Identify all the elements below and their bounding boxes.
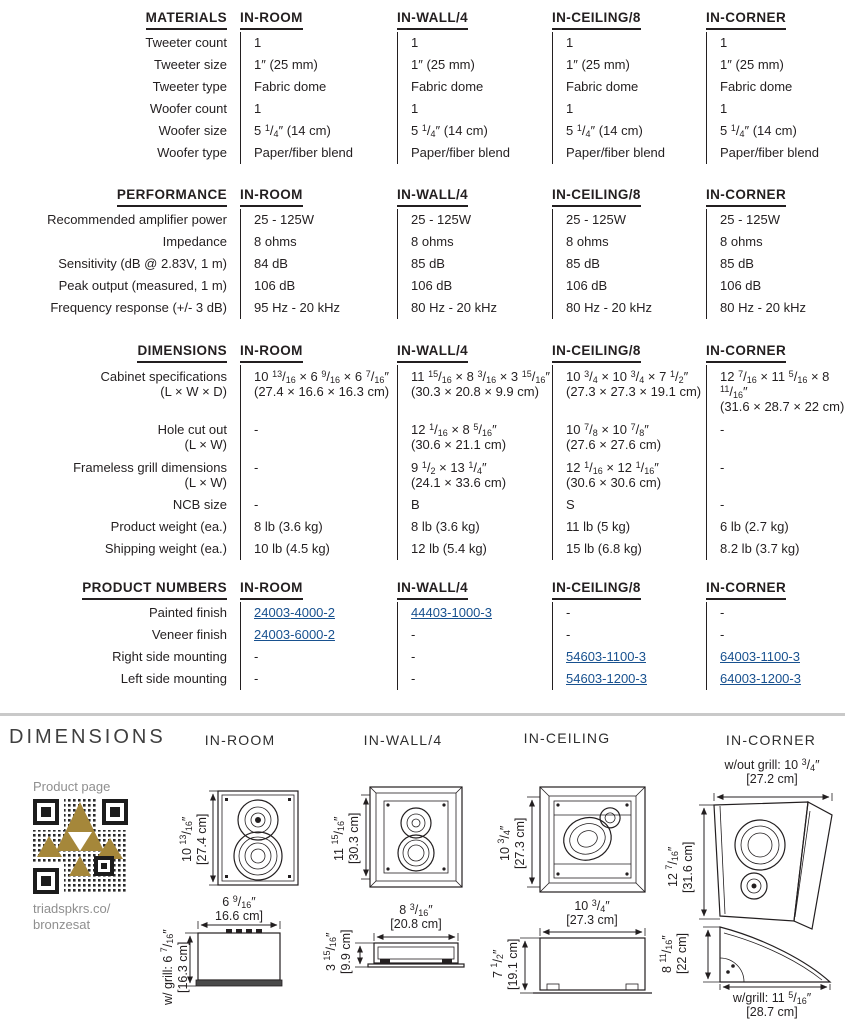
section-materials: [0, 6, 845, 164]
column-header: IN-CORNER: [706, 339, 845, 365]
section-dimensions: [0, 339, 845, 560]
in-ceiling-width-label: 10 $^3/_4''$ [27.3 cm]: [566, 898, 618, 927]
spec-value: 10 $^{13}/_{16} \times 6$ $^9/_{16} \times 6$ $^7/_{16}''$ (27.4 × 16.6 × 16.3 cm): [240, 365, 397, 418]
spec-value: -: [706, 494, 845, 516]
product-page-label: Product page: [33, 779, 111, 794]
spec-value: 1″ (25 mm): [706, 54, 845, 76]
spec-value: 106 dB: [240, 275, 397, 297]
spec-value: 5 $^1/_4''$ (14 cm): [706, 120, 845, 142]
spec-value: 25 - 125W: [706, 209, 845, 231]
diagram-title-in-room: IN-ROOM: [204, 732, 276, 748]
spec-value: -: [706, 418, 845, 456]
product-number-link[interactable]: 24003-4000-2: [254, 605, 335, 620]
spec-value: 1″ (25 mm): [397, 54, 552, 76]
diagram-in-ceiling: [489, 775, 670, 1020]
in-room-depth-label: w/ grill: 6 $^7/_{16}''$ [16.3 cm]: [159, 929, 190, 1006]
row-label: Woofer count: [149, 101, 227, 116]
in-corner-height-label: 12 $^7/_{16}''$ [31.6 cm]: [664, 841, 695, 893]
in-ceiling-height-label: 10 $^3/_4''$ [27.3 cm]: [496, 817, 527, 869]
section-product_numbers: [0, 576, 845, 690]
spec-value: 8 ohms: [706, 231, 845, 253]
spec-value: 8 lb (3.6 kg): [397, 516, 552, 538]
spec-value: -: [240, 418, 397, 456]
spec-value: 8 ohms: [397, 231, 552, 253]
spec-value: -: [706, 602, 845, 624]
spec-value: 12 lb (5.4 kg): [397, 538, 552, 560]
spec-value: 1″ (25 mm): [552, 54, 706, 76]
in-room-width-label: 6 $^9/_{16}''$ 16.6 cm]: [215, 894, 263, 923]
spec-value: 5 $^1/_4''$ (14 cm): [397, 120, 552, 142]
spec-value: 1: [240, 98, 397, 120]
spec-value: Fabric dome: [240, 76, 397, 98]
spec-value: -: [706, 456, 845, 494]
spec-value: Paper/fiber blend: [397, 142, 552, 164]
spec-value: 25 - 125W: [397, 209, 552, 231]
spec-value: 106 dB: [552, 275, 706, 297]
spec-value: [397, 602, 552, 624]
spec-value: Fabric dome: [552, 76, 706, 98]
in-room-height-label: 10 $^{13}/_{16}''$ [27.4 cm]: [178, 813, 209, 865]
spec-value: -: [552, 624, 706, 646]
spec-value: 15 lb (6.8 kg): [552, 538, 706, 560]
qr-finder-small: [94, 856, 114, 876]
spec-value: 25 - 125W: [552, 209, 706, 231]
row-label: Tweeter count: [145, 35, 227, 50]
spec-value: [706, 668, 845, 690]
column-header: IN-CEILING/8: [552, 576, 706, 602]
spec-value: B: [397, 494, 552, 516]
column-header: IN-CORNER: [706, 576, 845, 602]
spec-value: -: [552, 602, 706, 624]
column-header: IN-ROOM: [240, 339, 397, 365]
column-header: IN-CORNER: [706, 183, 845, 209]
spec-value: 80 Hz - 20 kHz: [706, 297, 845, 319]
section-title-product_numbers: PRODUCT NUMBERS: [0, 576, 240, 602]
row-label: Recommended amplifier power: [47, 212, 227, 227]
in-corner-wgrill-label: w/grill: 11 $^5/_{16}''$ [28.7 cm]: [732, 990, 812, 1019]
spec-value: 95 Hz - 20 kHz: [240, 297, 397, 319]
column-header: IN-WALL/4: [397, 6, 552, 32]
spec-value: S: [552, 494, 706, 516]
column-header: IN-WALL/4: [397, 576, 552, 602]
qr-code: [33, 799, 128, 894]
row-label: Peak output (measured, 1 m): [58, 278, 227, 293]
spec-value: 12 $^7/_{16} \times 11$ $^5/_{16} \times 8$ $^{11}/_{16}''$ (31.6 × 28.7 × 22 cm): [706, 365, 845, 418]
spec-value: 1: [552, 98, 706, 120]
section-performance: [0, 183, 845, 319]
row-label: Shipping weight (ea.): [104, 541, 227, 556]
row-label: Frequency response (+/- 3 dB): [50, 300, 227, 315]
spec-value: 12 $^1/_{16} \times 12$ $^1/_{16}''$ (30.6 × 30.6 cm): [552, 456, 706, 494]
in-corner-depth-label: 8 $^{11}/_{16}''$ [22 cm]: [658, 933, 689, 975]
spec-value: -: [240, 646, 397, 668]
spec-value: 8 lb (3.6 kg): [240, 516, 397, 538]
column-header: IN-ROOM: [240, 183, 397, 209]
spec-value: 12 $^1/_{16} \times 8$ $^5/_{16}''$ (30.6 × 21.1 cm): [397, 418, 552, 456]
spec-value: 8 ohms: [240, 231, 397, 253]
spec-value: 9 $^1/_2 \times 13$ $^1/_4''$ (24.1 × 33.6 cm): [397, 456, 552, 494]
in-ceiling-depth-label: 7 $^1/_2''$ [19.1 cm]: [489, 938, 520, 990]
spec-value: -: [706, 624, 845, 646]
in-wall-width-label: 8 $^3/_{16}''$ [20.8 cm]: [390, 902, 442, 931]
dimensions-heading: DIMENSIONS: [9, 726, 166, 748]
spec-value: [552, 646, 706, 668]
spec-value: [240, 602, 397, 624]
diagram-in-wall: [322, 775, 490, 1020]
dimensions-footer: [0, 713, 845, 1020]
product-number-link[interactable]: 54603-1100-3: [566, 649, 646, 664]
spec-value: Paper/fiber blend: [240, 142, 397, 164]
spec-value: 1: [397, 98, 552, 120]
spec-value: Paper/fiber blend: [706, 142, 845, 164]
row-label: Hole cut out (L × W): [157, 422, 227, 452]
column-header: IN-CORNER: [706, 6, 845, 32]
product-number-link[interactable]: 44403-1000-3: [411, 605, 492, 620]
qr-url: triadspkrs.co/ bronzesat: [33, 901, 111, 932]
section-title-performance: PERFORMANCE: [0, 183, 240, 209]
row-label: Left side mounting: [120, 671, 227, 686]
column-header: IN-CEILING/8: [552, 339, 706, 365]
column-header: IN-CEILING/8: [552, 183, 706, 209]
section-title-materials: MATERIALS: [0, 6, 240, 32]
qr-finder-top-left: [33, 799, 59, 825]
spec-value: 11 $^{15}/_{16} \times 8$ $^3/_{16} \times 3$ $^{15}/_{16}''$ (30.3 × 20.8 × 9.9 cm): [397, 365, 552, 418]
spec-value: 85 dB: [706, 253, 845, 275]
qr-finder-top-right: [102, 799, 128, 825]
spec-value: 11 lb (5 kg): [552, 516, 706, 538]
spec-value: 8.2 lb (3.7 kg): [706, 538, 845, 560]
column-header: IN-WALL/4: [397, 183, 552, 209]
spec-value: 10 lb (4.5 kg): [240, 538, 397, 560]
row-label: Tweeter size: [154, 57, 227, 72]
spec-value: Paper/fiber blend: [552, 142, 706, 164]
in-corner-wout-grill-label: w/out grill: 10 $^3/_4''$ [27.2 cm]: [724, 757, 820, 786]
row-label: Painted finish: [148, 605, 227, 620]
column-header: IN-CEILING/8: [552, 6, 706, 32]
spec-value: 1: [552, 32, 706, 54]
qr-finder-bottom-left: [33, 868, 59, 894]
spec-value: 1″ (25 mm): [240, 54, 397, 76]
spec-value: 10 $^3/_4 \times 10$ $^3/_4 \times 7$ $^1/_2''$ (27.3 × 27.3 × 19.1 cm): [552, 365, 706, 418]
spec-value: 85 dB: [397, 253, 552, 275]
spec-value: 10 $^7/_8 \times 10$ $^7/_8''$ (27.6 × 27.6 cm): [552, 418, 706, 456]
row-label: Product weight (ea.): [110, 519, 227, 534]
section-title-dimensions: DIMENSIONS: [0, 339, 240, 365]
spec-value: Fabric dome: [397, 76, 552, 98]
column-header: IN-WALL/4: [397, 339, 552, 365]
row-label: Tweeter type: [152, 79, 227, 94]
spec-tables: [0, 6, 845, 690]
spec-value: Fabric dome: [706, 76, 845, 98]
spec-value: -: [240, 668, 397, 690]
row-label: Right side mounting: [112, 649, 227, 664]
divider-rule: [0, 713, 845, 716]
row-label: Veneer finish: [151, 627, 227, 642]
spec-value: 84 dB: [240, 253, 397, 275]
column-header: IN-ROOM: [240, 576, 397, 602]
spec-value: [552, 668, 706, 690]
spec-value: -: [240, 494, 397, 516]
product-number-link[interactable]: 24003-6000-2: [254, 627, 335, 642]
spec-value: 80 Hz - 20 kHz: [552, 297, 706, 319]
row-label: Sensitivity (dB @ 2.83V, 1 m): [58, 256, 227, 271]
spec-value: 1: [706, 98, 845, 120]
row-label: NCB size: [172, 497, 227, 512]
spec-value: 8 ohms: [552, 231, 706, 253]
spec-value: 6 lb (2.7 kg): [706, 516, 845, 538]
spec-value: -: [397, 668, 552, 690]
product-number-link[interactable]: 54603-1200-3: [566, 671, 647, 686]
row-label: Woofer size: [158, 123, 227, 138]
spec-value: 5 $^1/_4''$ (14 cm): [240, 120, 397, 142]
spec-value: 5 $^1/_4''$ (14 cm): [552, 120, 706, 142]
spec-value: [706, 646, 845, 668]
spec-sheet-page: [0, 6, 845, 1019]
row-label: Impedance: [162, 234, 227, 249]
spec-value: 1: [397, 32, 552, 54]
spec-value: 80 Hz - 20 kHz: [397, 297, 552, 319]
row-label: Cabinet specifications (L × W × D): [100, 369, 227, 399]
spec-value: 85 dB: [552, 253, 706, 275]
product-number-link[interactable]: 64003-1100-3: [720, 649, 800, 664]
spec-value: 25 - 125W: [240, 209, 397, 231]
spec-value: 106 dB: [397, 275, 552, 297]
row-label: Woofer type: [157, 145, 227, 160]
spec-value: 1: [706, 32, 845, 54]
diagram-in-corner: [658, 753, 845, 1020]
diagram-in-room: [159, 775, 320, 1020]
product-number-link[interactable]: 64003-1200-3: [720, 671, 801, 686]
spec-value: 1: [240, 32, 397, 54]
spec-value: -: [397, 646, 552, 668]
diagram-title-in-ceiling: IN-CEILING: [523, 730, 611, 746]
spec-value: -: [240, 456, 397, 494]
row-label: Frameless grill dimensions (L × W): [73, 460, 227, 490]
in-wall-depth-label: 3 $^{15}/_{16}''$ [9.9 cm]: [322, 929, 353, 975]
diagram-title-in-wall: IN-WALL/4: [363, 732, 443, 748]
spec-value: [240, 624, 397, 646]
diagram-title-in-corner: IN-CORNER: [725, 732, 817, 748]
column-header: IN-ROOM: [240, 6, 397, 32]
in-wall-height-label: 11 $^{15}/_{16}''$ [30.3 cm]: [330, 812, 361, 865]
spec-value: -: [397, 624, 552, 646]
spec-value: 106 dB: [706, 275, 845, 297]
